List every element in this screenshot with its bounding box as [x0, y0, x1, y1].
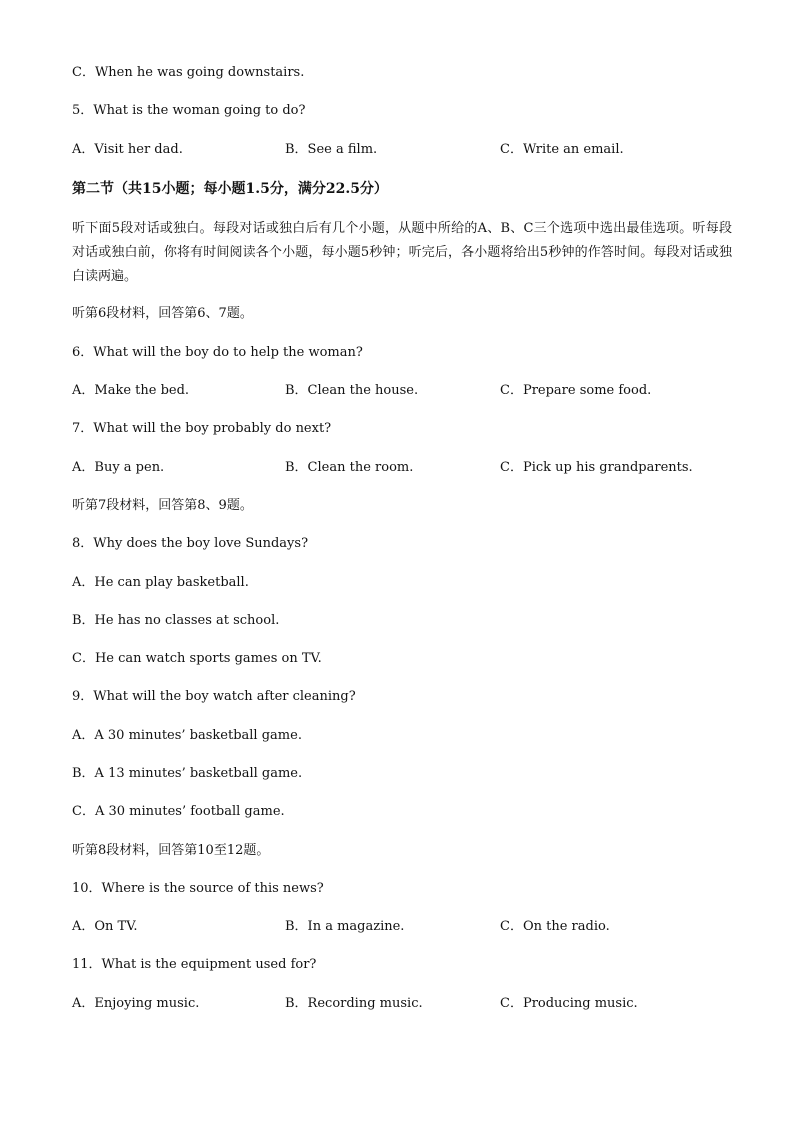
q8-option-b: B．He has no classes at school.	[72, 613, 280, 628]
material-8-note: 听第8段材料，回答第10至12题。	[72, 843, 270, 858]
section-heading: 第二节（共15小题；每小题1.5分，满分22.5分）	[72, 181, 388, 197]
q10-option-b: B．In a magazine.	[285, 919, 405, 934]
question-5-options	[72, 141, 722, 159]
q6-option-a: A．Make the bed.	[72, 383, 190, 398]
question-6-options	[72, 382, 722, 400]
q7-option-b: B．Clean the room.	[285, 460, 414, 475]
q5-option-b: B．See a film.	[285, 142, 378, 157]
question-10: 10．Where is the source of this news?	[72, 881, 324, 896]
section-instructions: 听下面5段对话或独白。每段对话或独白后有几个小题，从题中所给的A、B、C三个选项中选出最佳选项。听每段对话或独白前，你将有时间阅读各个小题，每小题5秒钟；听完后，各小题将给出5秒钟的作答时间。每段对话或独白读两遍。	[72, 221, 732, 284]
q5-option-a: A．Visit her dad.	[72, 142, 183, 157]
q6-option-c: C．Prepare some food.	[500, 383, 652, 398]
q4-option-c: C．When he was going downstairs.	[72, 65, 305, 80]
q9-option-b: B．A 13 minutes’ basketball game.	[72, 766, 303, 781]
q8-option-c: C．He can watch sports games on TV.	[72, 651, 322, 666]
q11-option-a: A．Enjoying music.	[72, 996, 200, 1011]
question-6: 6．What will the boy do to help the woman?	[72, 345, 363, 360]
material-7-note: 听第7段材料，回答第8、9题。	[72, 498, 253, 513]
question-9: 9．What will the boy watch after cleaning?	[72, 689, 356, 704]
question-11: 11．What is the equipment used for?	[72, 957, 317, 972]
q11-option-b: B．Recording music.	[285, 996, 423, 1011]
question-7-options	[72, 459, 722, 477]
q10-option-a: A．On TV.	[72, 919, 138, 934]
q7-option-c: C．Pick up his grandparents.	[500, 460, 693, 475]
question-5: 5．What is the woman going to do?	[72, 103, 306, 118]
q10-option-c: C．On the radio.	[500, 919, 610, 934]
q6-option-b: B．Clean the house.	[285, 383, 419, 398]
question-11-options	[72, 995, 722, 1013]
question-10-options	[72, 918, 722, 936]
q5-option-c: C．Write an email.	[500, 142, 624, 157]
q9-option-a: A．A 30 minutes’ basketball game.	[72, 728, 302, 743]
q8-option-a: A．He can play basketball.	[72, 575, 249, 590]
q11-option-c: C．Producing music.	[500, 996, 638, 1011]
q7-option-a: A．Buy a pen.	[72, 460, 165, 475]
question-8: 8．Why does the boy love Sundays?	[72, 536, 309, 551]
q9-option-c: C．A 30 minutes’ football game.	[72, 804, 285, 819]
material-6-note: 听第6段材料，回答第6、7题。	[72, 306, 253, 321]
question-7: 7．What will the boy probably do next?	[72, 421, 332, 436]
